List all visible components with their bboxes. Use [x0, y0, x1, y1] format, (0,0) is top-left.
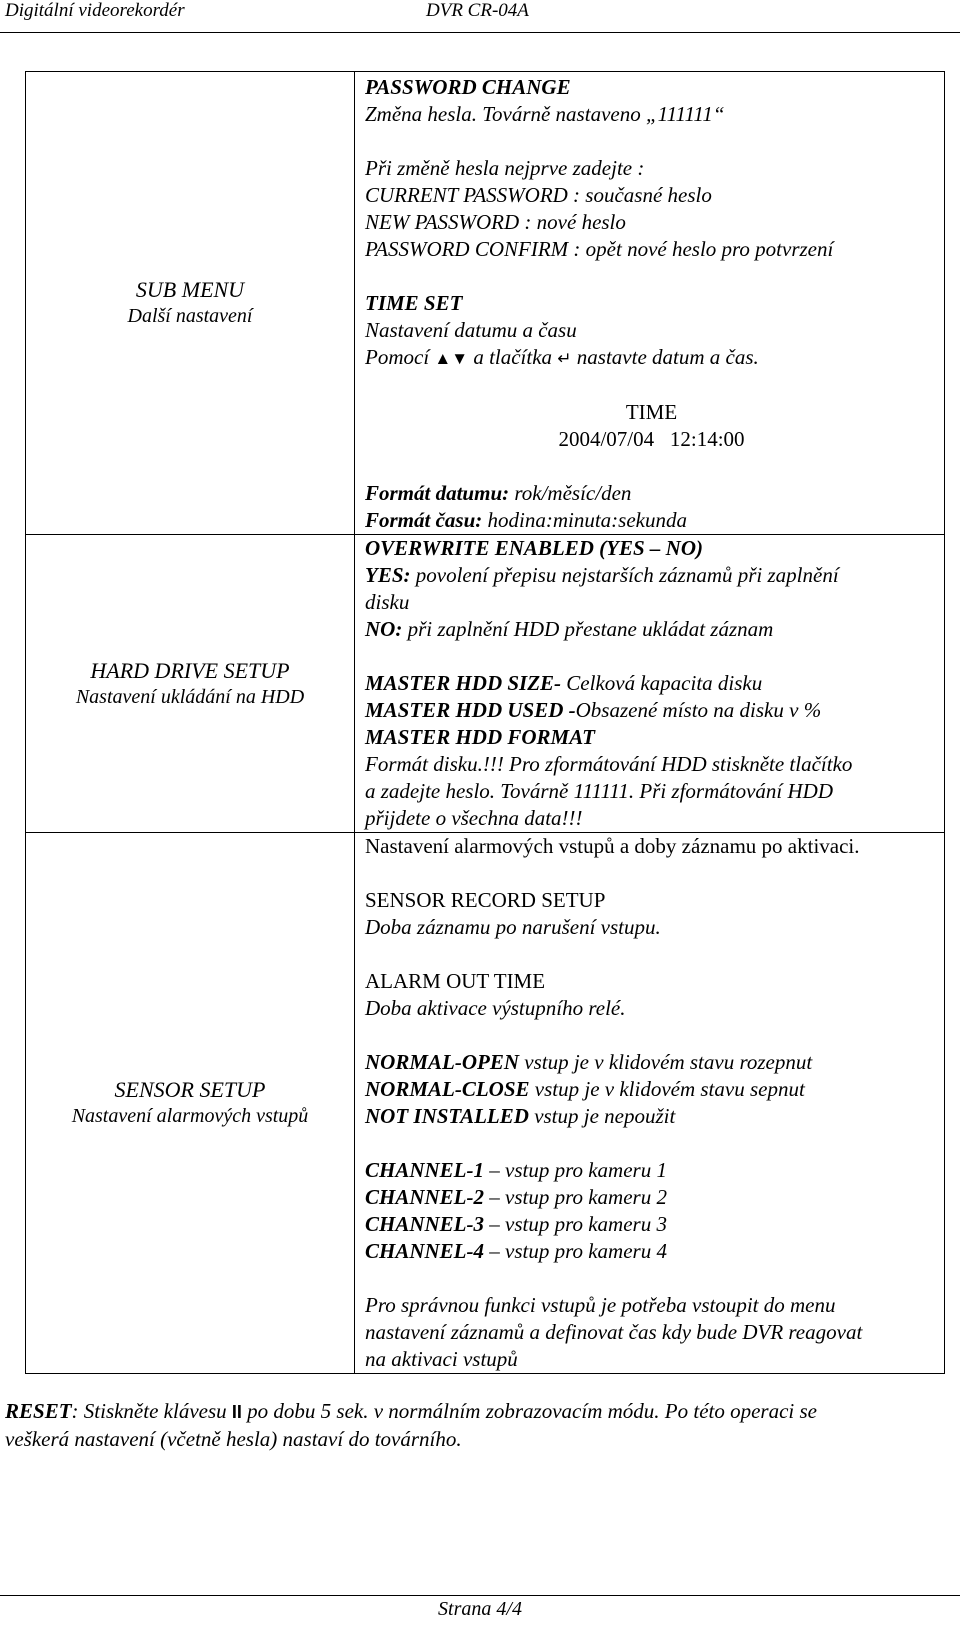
- alarm-out-desc: Doba aktivace výstupního relé.: [365, 996, 626, 1020]
- sensor-note-line-1: Pro správnou funkci vstupů je potřeba vstoupit do menu: [365, 1293, 836, 1317]
- header-product-type: Digitální videorekordér: [5, 0, 185, 21]
- sub-menu-subtitle: Další nastavení: [127, 305, 253, 327]
- password-current: CURRENT PASSWORD : současné heslo: [365, 183, 712, 207]
- alarm-out-title: ALARM OUT TIME: [365, 969, 546, 993]
- page-header: [0, 0, 960, 26]
- sensor-note-line-2: nastavení záznamů a definovat čas kdy bude DVR reagovat: [365, 1320, 863, 1344]
- not-installed: NOT INSTALLED vstup je nepoužit: [365, 1104, 676, 1128]
- overwrite-yes-cont: disku: [365, 590, 410, 614]
- table-row-sub-menu: [26, 72, 945, 535]
- normal-open: NORMAL-OPEN vstup je v klidovém stavu rozepnut: [365, 1050, 813, 1074]
- password-change-desc: Změna hesla. Továrně nastaveno „111111“: [365, 102, 725, 126]
- hdd-used: MASTER HDD USED -Obsazené místo na disku v %: [365, 698, 822, 722]
- date-format: Formát datumu: rok/měsíc/den: [365, 481, 632, 505]
- time-format: Formát času: hodina:minuta:sekunda: [365, 508, 687, 532]
- header-divider: [0, 32, 960, 33]
- enter-key-icon: ↵: [557, 349, 572, 368]
- up-down-arrows-icon: ▲▼: [434, 349, 469, 368]
- password-change-title: PASSWORD CHANGE: [365, 75, 571, 99]
- hdd-label-cell: [26, 535, 355, 833]
- sensor-content-cell: [355, 833, 945, 1374]
- hdd-size: MASTER HDD SIZE- Celková kapacita disku: [365, 671, 763, 695]
- sub-menu-title: SUB MENU: [135, 277, 245, 302]
- hdd-setup-subtitle: Nastavení ukládání na HDD: [75, 685, 305, 708]
- table-row-sensor: [26, 833, 945, 1374]
- hdd-content-cell: [355, 535, 945, 833]
- overwrite-title: OVERWRITE ENABLED (YES – NO): [365, 536, 704, 560]
- hdd-format-line-3: přijdete o všechna data!!!: [365, 806, 583, 830]
- hdd-setup-title: HARD DRIVE SETUP: [90, 657, 290, 683]
- sensor-record-title: SENSOR RECORD SETUP: [365, 888, 606, 912]
- channel-3: CHANNEL-3 – vstup pro kameru 3: [365, 1212, 667, 1236]
- channel-2: CHANNEL-2 – vstup pro kameru 2: [365, 1185, 667, 1209]
- hdd-format-line-2: a zadejte heslo. Továrně 111111. Při zformátování HDD: [365, 779, 833, 803]
- password-intro: Při změně hesla nejprve zadejte :: [365, 156, 645, 180]
- channel-4: CHANNEL-4 – vstup pro kameru 4: [365, 1239, 667, 1263]
- sensor-label-cell: [26, 833, 355, 1374]
- page-number: Strana 4/4: [438, 1598, 522, 1620]
- sensor-intro: Nastavení alarmových vstupů a doby záznamu po aktivaci.: [365, 834, 860, 858]
- overwrite-yes: YES: povolení přepisu nejstarších záznamů při zaplnění: [365, 563, 839, 587]
- hdd-format-title: MASTER HDD FORMAT: [365, 725, 595, 749]
- sensor-setup-subtitle: Nastavení alarmových vstupů: [71, 1105, 309, 1127]
- sensor-note-line-3: na aktivaci vstupů: [365, 1347, 518, 1371]
- footer-divider: [0, 1595, 960, 1596]
- table-row-hdd: [26, 535, 945, 833]
- sub-menu-label-cell: [26, 72, 355, 535]
- time-set-desc: Nastavení datumu a času: [365, 318, 577, 342]
- time-value: 2004/07/04 12:14:00: [558, 427, 745, 451]
- password-confirm: PASSWORD CONFIRM : opět nové heslo pro potvrzení: [365, 237, 834, 261]
- sub-menu-content-cell: [355, 72, 945, 535]
- password-new: NEW PASSWORD : nové heslo: [365, 210, 626, 234]
- settings-table: [25, 71, 945, 1374]
- hdd-format-line-1: Formát disku.!!! Pro zformátování HDD stiskněte tlačítko: [365, 752, 853, 776]
- time-set-title: TIME SET: [365, 291, 463, 315]
- header-model: DVR CR-04A: [426, 0, 529, 21]
- overwrite-no: NO: při zaplnění HDD přestane ukládat záznam: [365, 617, 774, 641]
- sensor-setup-title: SENSOR SETUP: [114, 1077, 266, 1102]
- time-label: TIME: [625, 400, 678, 424]
- channel-1: CHANNEL-1 – vstup pro kameru 1: [365, 1158, 667, 1182]
- reset-label: RESET: [5, 1399, 72, 1423]
- sensor-record-desc: Doba záznamu po narušení vstupu.: [365, 915, 661, 939]
- time-set-instruction: Pomocí ▲▼ a tlačítka ↵ nastavte datum a čas.: [365, 345, 759, 369]
- pause-key-icon: II: [231, 1402, 242, 1422]
- normal-close: NORMAL-CLOSE vstup je v klidovém stavu sepnut: [365, 1077, 805, 1101]
- reset-instruction: RESET: Stiskněte klávesu II po dobu 5 sek. v normálním zobrazovacím módu. Po této operaci se veškerá nastavení (včetně hesla) nastaví do továrního.: [5, 1399, 817, 1451]
